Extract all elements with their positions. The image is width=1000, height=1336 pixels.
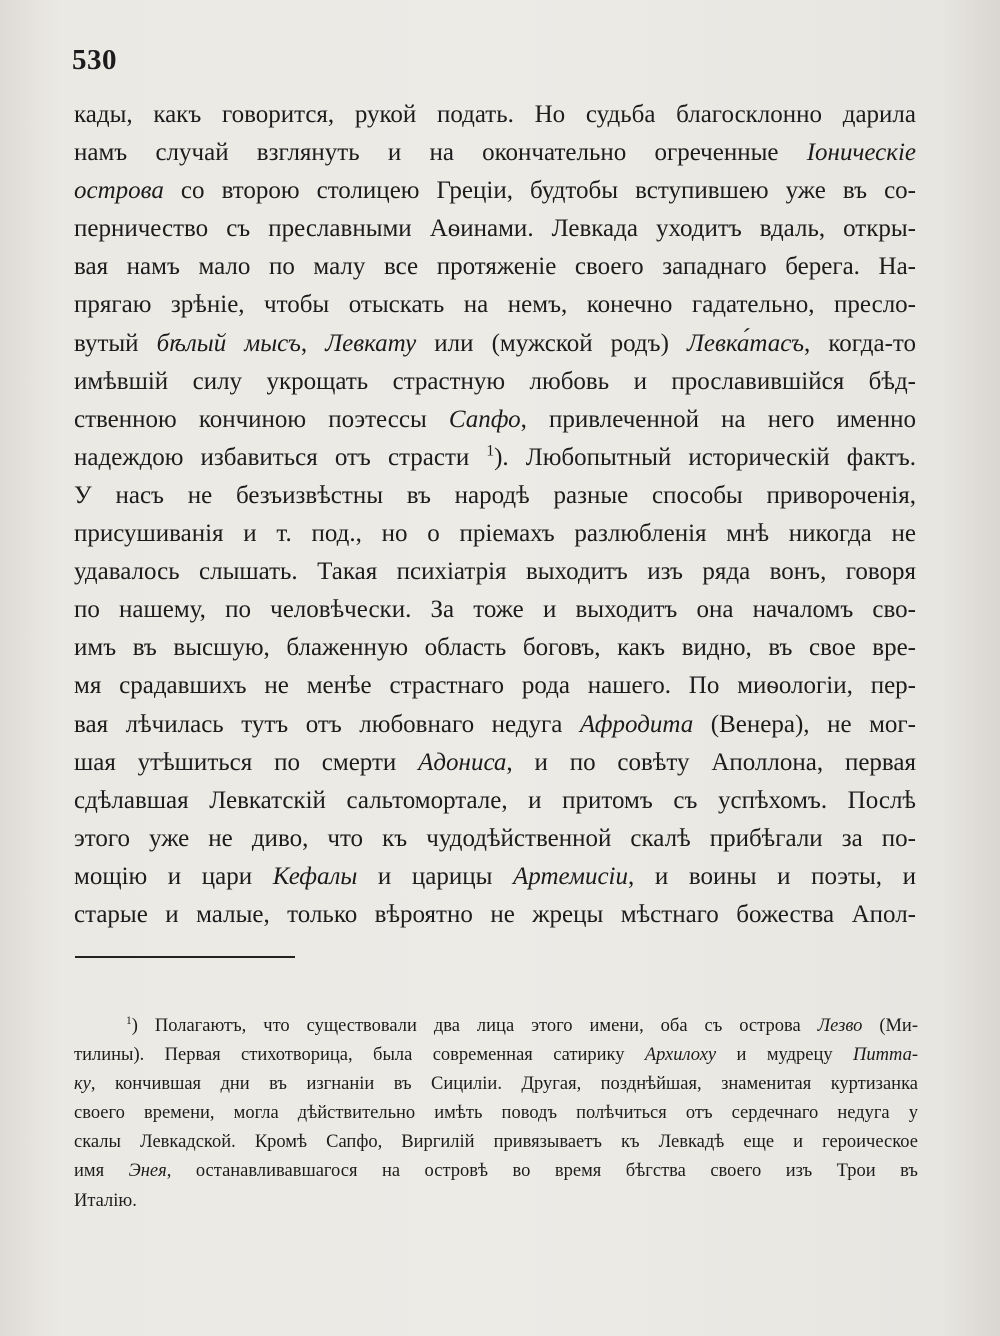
footnote-line: своего времени, могла дѣйствительно имѣть поводъ полѣчиться отъ сердечнаго недуга у: [74, 1103, 918, 1124]
footnote-separator: [75, 956, 295, 958]
text-line: шая утѣшиться по смерти Адониса, и по совѣту Аполлона, первая: [74, 748, 917, 776]
text-line: перничество съ преславными Аѳинами. Левкада уходитъ вдаль, откры-: [74, 215, 916, 243]
text-line: имъ въ высшую, блаженную область боговъ, какъ видно, въ свое вре-: [74, 634, 916, 662]
footnote-line: Италію.: [74, 1190, 137, 1211]
text-line: вутый бѣлый мысъ, Левкату или (мужской родъ) Левка́тасъ, когда-то: [74, 329, 916, 357]
text-line: сдѣлавшая Левкатскій сальтомортале, и притомъ съ успѣхомъ. Послѣ: [74, 786, 916, 814]
main-text: [74, 96, 916, 934]
text-line: надеждою избавиться отъ страсти $^1$). Любопытный историческій фактъ.: [74, 442, 916, 471]
text-line: имѣвшій силу укрощать страстную любовь и прославившійся бѣд-: [74, 367, 916, 395]
text-line: намъ случай взглянуть и на окончательно огреченные Іоническіе: [74, 139, 916, 167]
text-line: острова со второю столицею Греціи, будтобы вступившею уже въ со-: [74, 177, 916, 205]
text-line: прягаю зрѣніе, чтобы отыскать на немъ, конечно гадательно, пресло-: [74, 291, 916, 319]
text-line: по нашему, по человѣчески. За тоже и выходитъ она началомъ сво-: [74, 596, 916, 624]
text-line: вая намъ мало по малу все протяженіе своего западнаго берега. На-: [74, 253, 916, 281]
text-line: удавалось слышать. Такая психіатрія выходитъ изъ ряда вонъ, говоря: [74, 558, 916, 586]
footnote-line: $^1$) Полагаютъ, что существовали два лица этого имени, оба съ острова Лезво (Ми-: [126, 1014, 918, 1036]
footnote-line: ку, кончившая дни въ изгнаніи въ Сициліи. Другая, позднѣйшая, знаменитая куртизанка: [74, 1074, 918, 1095]
text-line: присушиванія и т. под., но о пріемахъ разлюбленія мнѣ никогда не: [74, 520, 916, 548]
page-number: 530: [72, 44, 117, 76]
text-line: этого уже не диво, что къ чудодѣйственной скалѣ прибѣгали за по-: [74, 824, 916, 852]
text-line: кады, какъ говорится, рукой подать. Но судьба благосклонно дарила: [74, 101, 916, 128]
text-line: старые и малые, только вѣроятно не жрецы мѣстнаго божества Апол-: [74, 900, 916, 928]
footnote-line: скалы Левкадской. Кромѣ Сапфо, Виргилій привязываетъ къ Левкадѣ еще и героическое: [74, 1132, 918, 1153]
text-line: мя срадавшихъ не менѣе страстнаго рода нашего. По миѳологіи, пер-: [74, 672, 916, 700]
footnote: [74, 1012, 918, 1216]
footnote-line: имя Энея, останавливавшагося на островѣ во время бѣгства своего изъ Трои въ: [74, 1161, 918, 1182]
text-line: ственною кончиною поэтессы Сапфо, привлеченной на него именно: [74, 405, 917, 433]
text-line: У насъ не безъизвѣстны въ народѣ разные способы привороченія,: [74, 481, 916, 509]
text-line: вая лѣчилась тутъ отъ любовнаго недуга Афродита (Венера), не мог-: [74, 710, 916, 738]
footnote-line: тилины). Первая стихотворица, была современная сатирику Архилоху и мудрецу Питта-: [74, 1045, 918, 1066]
text-line: мощію и цари Кефалы и царицы Артемисіи, и воины и поэты, и: [74, 862, 916, 890]
